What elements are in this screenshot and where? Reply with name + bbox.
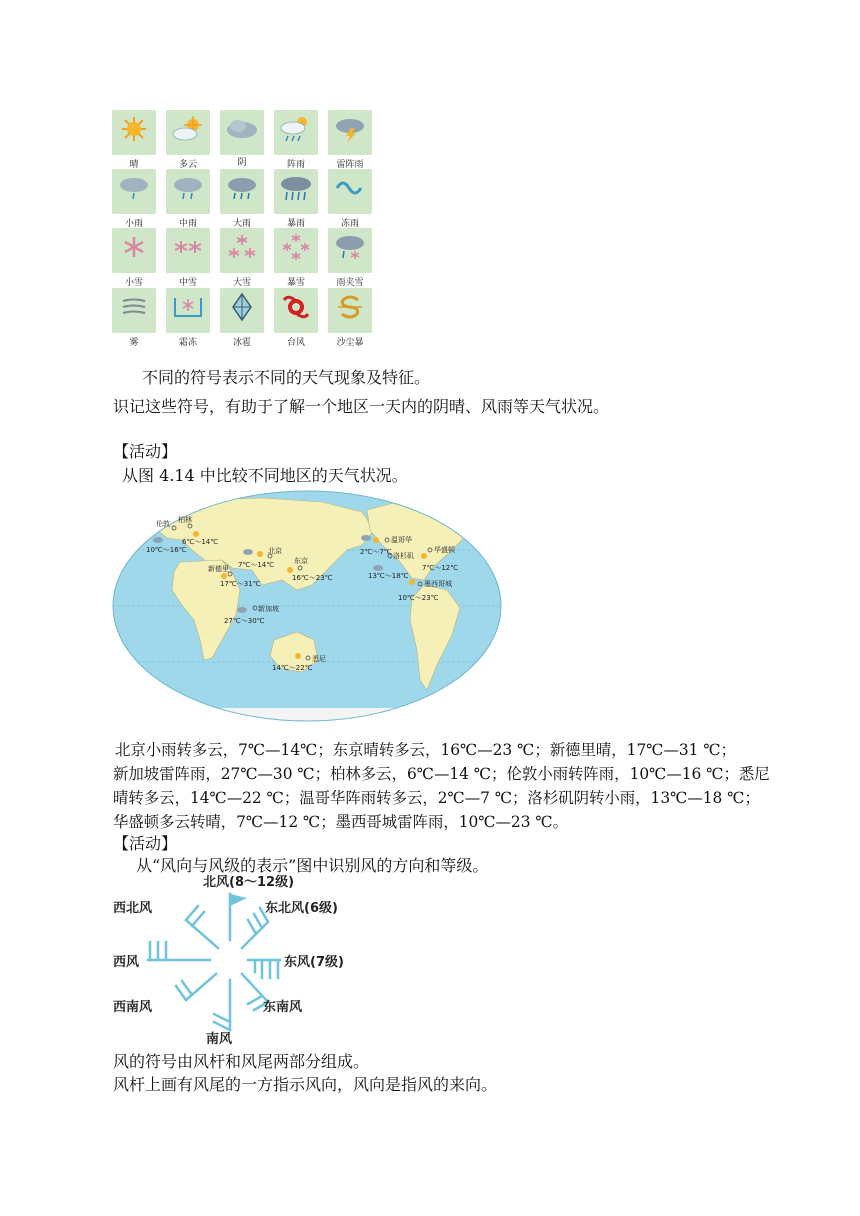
svg-text:17℃～31℃: 17℃～31℃ <box>220 580 261 588</box>
symbol-caption: 雷阵雨 <box>336 160 364 170</box>
svg-text:悉尼: 悉尼 <box>312 655 326 663</box>
svg-text:新加坡: 新加坡 <box>258 605 279 613</box>
symbol-typhoon <box>274 288 318 333</box>
symbol-caption: 雨夹雪 <box>336 278 364 288</box>
hail-icon <box>224 292 260 322</box>
symbol-caption: 沙尘暴 <box>336 338 364 348</box>
heavy-snow-icon <box>224 232 260 262</box>
symbol-shower <box>274 110 318 155</box>
symbol-blizzard <box>274 228 318 273</box>
typhoon-icon <box>278 292 314 322</box>
wind-label-north: 北风(8～12级) <box>203 875 295 890</box>
svg-text:14℃～22℃: 14℃～22℃ <box>272 664 313 672</box>
symbol-overcast <box>220 110 264 155</box>
thunderstorm-icon <box>332 114 368 144</box>
symbol-sunny <box>112 110 156 155</box>
symbol-frost <box>166 288 210 333</box>
wind-label-southwest: 西南风 <box>113 1000 153 1015</box>
wind-label-east: 东风(7级) <box>284 955 344 970</box>
symbol-caption: 中雨 <box>178 219 197 229</box>
paragraph-line: 北京小雨转多云，7℃—14℃；东京晴转多云，16℃—23 ℃；新德里晴，17℃—31 ℃； <box>115 741 736 759</box>
moderate-rain-icon <box>170 173 206 203</box>
svg-text:6℃～14℃: 6℃～14℃ <box>182 538 219 546</box>
intro-line-2: 识记这些符号，有助于了解一个地区一天内的阴晴、风雨等天气状况。 <box>113 397 610 416</box>
symbol-thunderstorm <box>328 110 372 155</box>
symbol-freezing-rain <box>328 169 372 214</box>
svg-text:27℃～30℃: 27℃～30℃ <box>224 617 265 625</box>
symbol-caption: 中雪 <box>178 278 197 288</box>
paragraph-line: 新加坡雷阵雨，27℃—30 ℃；柏林多云，6℃—14 ℃；伦敦小雨转阵雨，10℃—16 ℃；悉尼 <box>113 765 770 783</box>
symbol-moderate-snow <box>166 228 210 273</box>
svg-text:2℃～7℃: 2℃～7℃ <box>360 548 392 556</box>
sun-icon <box>116 114 152 144</box>
wind-label-northwest: 西北风 <box>113 901 153 916</box>
fog-icon <box>116 292 152 322</box>
symbol-caption: 大雪 <box>232 278 251 288</box>
symbol-caption: 冰雹 <box>232 338 251 348</box>
symbol-caption: 台风 <box>286 338 305 348</box>
symbol-caption: 暴雪 <box>286 278 305 288</box>
svg-text:洛杉矶: 洛杉矶 <box>393 552 414 560</box>
symbol-moderate-rain <box>166 169 210 214</box>
activity-instruction-2: 从“风向与风级的表示”图中识别风的方向和等级。 <box>136 856 489 875</box>
symbol-fog <box>112 288 156 333</box>
light-rain-icon <box>116 173 152 203</box>
sandstorm-icon <box>332 292 368 322</box>
svg-text:墨西哥城: 墨西哥城 <box>424 580 452 588</box>
moderate-snow-icon <box>170 232 206 262</box>
svg-text:东京: 东京 <box>294 557 308 565</box>
symbol-caption: 暴雨 <box>286 219 305 229</box>
symbol-caption: 多云 <box>178 160 197 170</box>
wind-note-2: 风杆上画有风尾的一方指示风向，风向是指风的来向。 <box>113 1075 498 1094</box>
frost-icon <box>170 292 206 322</box>
svg-text:温哥华: 温哥华 <box>391 536 412 544</box>
partly-cloudy-icon <box>170 114 206 144</box>
svg-text:华盛顿: 华盛顿 <box>434 546 455 554</box>
wind-label-northeast: 东北风(6级) <box>265 901 338 916</box>
symbol-sleet <box>328 228 372 273</box>
blizzard-icon <box>278 232 314 262</box>
symbol-heavy-rain <box>220 169 264 214</box>
symbol-caption: 冻雨 <box>340 219 359 229</box>
symbol-caption: 晴 <box>129 160 139 170</box>
light-snow-icon <box>116 232 152 262</box>
weather-description-paragraph <box>113 738 793 834</box>
symbol-rainstorm <box>274 169 318 214</box>
symbol-caption: 小雨 <box>124 219 143 229</box>
svg-text:新德里: 新德里 <box>208 565 229 573</box>
svg-text:7℃～12℃: 7℃～12℃ <box>422 564 459 572</box>
symbol-partly-cloudy <box>166 110 210 155</box>
overcast-icon <box>224 114 260 144</box>
symbol-heavy-snow <box>220 228 264 273</box>
symbol-caption: 阴 <box>237 158 247 168</box>
shower-icon <box>278 114 314 144</box>
wind-label-south: 南风 <box>206 1032 233 1047</box>
sleet-icon <box>332 232 368 262</box>
symbol-caption: 阵雨 <box>286 160 305 170</box>
activity-instruction-1: 从图 4.14 中比较不同地区的天气状况。 <box>122 466 408 485</box>
paragraph-line: 晴转多云，14℃—22 ℃；温哥华阵雨转多云，2℃—7 ℃；洛杉矶阴转小雨，13℃—18 ℃； <box>113 789 760 807</box>
wind-label-west: 西风 <box>113 955 140 970</box>
heavy-rain-icon <box>224 173 260 203</box>
symbol-light-rain <box>112 169 156 214</box>
symbol-caption: 小雪 <box>124 278 143 288</box>
symbol-caption: 霜冻 <box>178 338 197 348</box>
svg-text:7℃～14℃: 7℃～14℃ <box>238 561 275 569</box>
activity-heading-2: 【活动】 <box>113 834 178 853</box>
symbol-hail <box>220 288 264 333</box>
paragraph-line: 华盛顿多云转晴，7℃—12 ℃；墨西哥城雷阵雨，10℃—23 ℃。 <box>113 813 569 831</box>
world-weather-map <box>112 490 502 722</box>
rainstorm-icon <box>278 173 314 203</box>
svg-text:伦敦: 伦敦 <box>156 520 170 528</box>
svg-text:10℃～23℃: 10℃～23℃ <box>398 594 439 602</box>
wind-label-southeast: 东南风 <box>263 1000 303 1015</box>
freezing-rain-icon <box>332 173 368 203</box>
symbol-sandstorm <box>328 288 372 333</box>
symbol-caption: 大雨 <box>232 219 251 229</box>
svg-text:柏林: 柏林 <box>178 516 192 524</box>
activity-heading-1: 【活动】 <box>113 442 178 461</box>
svg-text:10℃～16℃: 10℃～16℃ <box>146 546 187 554</box>
svg-text:16℃～23℃: 16℃～23℃ <box>292 574 333 582</box>
symbol-caption: 雾 <box>129 338 139 348</box>
intro-line-1: 不同的符号表示不同的天气现象及特征。 <box>142 368 431 387</box>
wind-note-1: 风的符号由风杆和风尾两部分组成。 <box>113 1052 370 1071</box>
svg-text:北京: 北京 <box>268 547 282 555</box>
svg-text:13℃～18℃: 13℃～18℃ <box>368 572 409 580</box>
symbol-light-snow <box>112 228 156 273</box>
